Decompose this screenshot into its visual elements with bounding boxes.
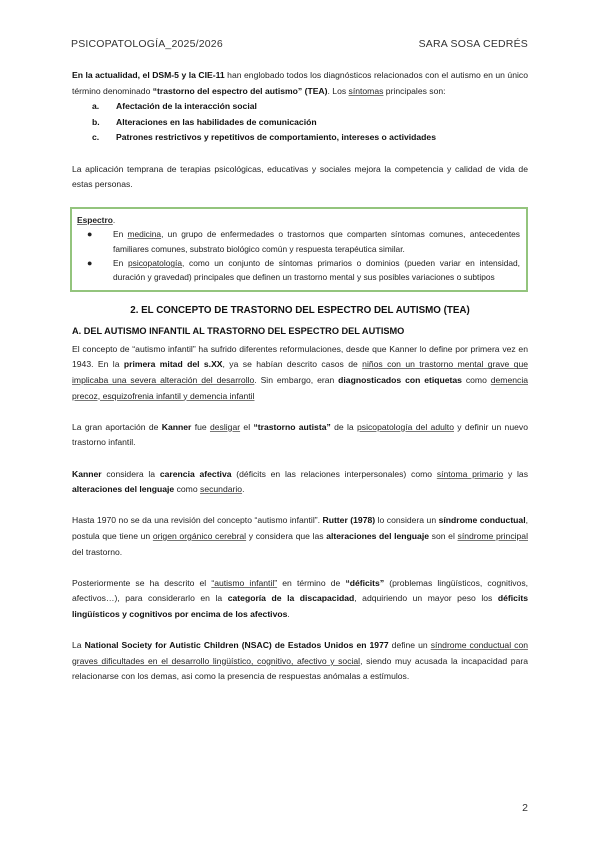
list-item: [92, 130, 528, 146]
bold-text: alteraciones del lenguaje: [326, 530, 429, 541]
text: .: [287, 608, 290, 619]
list-item: [87, 227, 520, 256]
definition-underline: medicina: [127, 229, 162, 240]
list-marker: c.: [92, 132, 100, 143]
subsection-title: A. DEL AUTISMO INFANTIL AL TRASTORNO DEL ESPECTRO DEL AUTISMO: [72, 325, 405, 336]
intro-bold-2: “trastorno del espectro del autismo” (TEA): [152, 85, 328, 96]
bold-text: “déficits”: [345, 577, 385, 588]
text: considera la: [101, 468, 160, 479]
text: (déficits en las relaciones interpersonales) como: [231, 468, 437, 479]
text: de la: [330, 421, 358, 432]
list-item: [92, 115, 528, 131]
paragraph-origins: [72, 342, 528, 404]
underlined-text: “autismo infantil”: [211, 577, 278, 588]
text: , siendo muy acusada la incapacidad para relacionarse con los demas, asi como la presencia de respuestas anómalas a estímulos.: [72, 655, 528, 682]
bold-text: síndrome conductual: [438, 515, 526, 526]
intro-text-1: han englobado todos los diagnósticos relacionados con el autismo en un único término denominado: [72, 70, 528, 96]
intro-paragraph: [72, 68, 528, 99]
list-marker: b.: [92, 116, 100, 127]
text: . Sin embargo, eran: [254, 374, 339, 385]
bullet-icon: ●: [87, 229, 93, 240]
text: Hasta 1970 no se da una revisión del concepto “autismo infantil”.: [72, 515, 323, 526]
bold-text: diagnosticados con etiquetas: [338, 374, 462, 385]
intro-bold-1: En la actualidad, el DSM-5 y la CIE-11: [72, 70, 225, 80]
text: Posteriormente se ha descrito el: [72, 577, 212, 588]
underlined-text: desligar: [209, 421, 241, 432]
bold-text: primera mitad del s.XX: [123, 359, 223, 370]
list-item-text: Afectación de la interacción social: [116, 101, 257, 112]
paragraph-nsac: [72, 638, 528, 685]
bold-text: Rutter (1978): [322, 515, 376, 526]
text: fue: [191, 421, 210, 432]
underlined-text: secundario: [200, 484, 243, 495]
paragraph-kanner-affective: [72, 467, 528, 498]
text: La gran aportación de: [72, 421, 162, 432]
bold-text: Kanner: [161, 421, 192, 432]
intro-text-2: . Los: [327, 85, 349, 96]
intro-underline-1: síntomas: [348, 85, 384, 96]
text: en término de: [277, 577, 346, 588]
symptom-list: [72, 99, 528, 146]
text: el: [240, 421, 254, 432]
header-course-title: PSICOPATOLOGÍA_2025/2026: [71, 38, 223, 50]
definition-term-punct: .: [112, 214, 116, 225]
text: y las: [503, 468, 528, 479]
underlined-text: síntoma primario: [436, 468, 504, 479]
list-item-text: Patrones restrictivos y repetitivos de comportamiento, intereses o actividades: [116, 132, 436, 143]
list-marker: a.: [92, 101, 100, 112]
underlined-text: síndrome conductual con graves dificultades en el desarrollo lingüístico, cognitivo, afectivo y social: [72, 640, 529, 666]
bold-text: alteraciones del lenguaje: [72, 484, 175, 495]
underlined-text: demencia precoz, esquizofrenia infantil y demencia infantil: [72, 374, 529, 401]
section-title: 2. EL CONCEPTO DE TRASTORNO DEL ESPECTRO DEL AUTISMO (TEA): [130, 304, 470, 316]
bold-text: carencia afectiva: [159, 468, 232, 479]
underlined-text: niños con un trastorno mental grave que implicaba una severa alteración del desarrollo: [72, 359, 528, 385]
intro-text-3: principales son:: [383, 85, 446, 96]
definition-term: Espectro: [77, 214, 113, 225]
definition-box: [70, 207, 528, 292]
bold-text: categoría de la discapacidad: [227, 593, 355, 604]
underlined-text: síndrome principal: [457, 530, 528, 541]
text: (problemas lingüísticos, cognitivos, afectivos…), para considerarlo en la: [72, 577, 529, 604]
definition-text: En: [113, 229, 128, 240]
bold-text: National Society for Autistic Children (NSAC) de Estados Unidos en 1977: [84, 640, 389, 651]
text: lo considera un: [375, 515, 439, 526]
definition-text: , como un conjunto de síntomas primarios o dominios (pueden variar en intensidad, duración y gravedad) principales que definen un trastorno mental y sus posibles variaciones o subtipos: [113, 257, 520, 283]
text: como: [461, 374, 491, 385]
list-item: [87, 256, 520, 285]
text: y definir un nuevo trastorno infantil.: [72, 421, 528, 448]
text: y considera que las: [246, 530, 327, 541]
list-item-text: Alteraciones en las habilidades de comunicación: [116, 116, 317, 127]
paragraph-rutter: [72, 513, 528, 560]
text: El concepto de “autismo infantil” ha sufrido diferentes reformulaciones, desde que Kanner lo define por primera vez en 1943. En la: [72, 343, 528, 370]
bold-text: Kanner: [72, 468, 102, 479]
text: , adquiriendo un mayor peso los: [354, 593, 498, 604]
definition-text: En: [113, 257, 128, 268]
bullet-icon: ●: [87, 257, 93, 268]
text: .: [242, 484, 245, 495]
underlined-text: origen orgánico cerebral: [152, 530, 247, 541]
definition-list: [77, 227, 520, 285]
bold-text: “trastorno autista”: [253, 421, 331, 432]
text: , postula que tiene un: [72, 515, 528, 541]
text: son el: [429, 530, 458, 541]
bold-text: déficits lingüísticos y cognitivos por encima de los afectivos: [72, 593, 528, 619]
text: , ya se habían descrito casos de: [222, 359, 363, 370]
page-number: 2: [522, 802, 528, 814]
page-content: [72, 68, 528, 685]
text: La: [72, 640, 85, 651]
definition-box-title: [77, 213, 520, 227]
early-therapy-paragraph: La aplicación temprana de terapias psicológicas, educativas y sociales mejora la competencia y calidad de vida de estas personas.: [72, 163, 528, 190]
paragraph-kanner-contribution: [72, 420, 528, 451]
definition-underline: psicopatología: [127, 257, 182, 268]
list-item: [92, 99, 528, 115]
text: del trastorno.: [72, 546, 123, 557]
text: define un: [388, 640, 431, 651]
underlined-text: psicopatología del adulto: [357, 421, 454, 432]
text: como: [174, 484, 201, 495]
definition-text: , un grupo de enfermedades o trastornos que comparten síntomas comunes, antecedentes familiares comunes, substrato biológico común y respuesta terapéutica similar.: [113, 229, 520, 254]
header-author-name: SARA SOSA CEDRÉS: [418, 38, 528, 50]
paragraph-deficits: [72, 576, 528, 623]
